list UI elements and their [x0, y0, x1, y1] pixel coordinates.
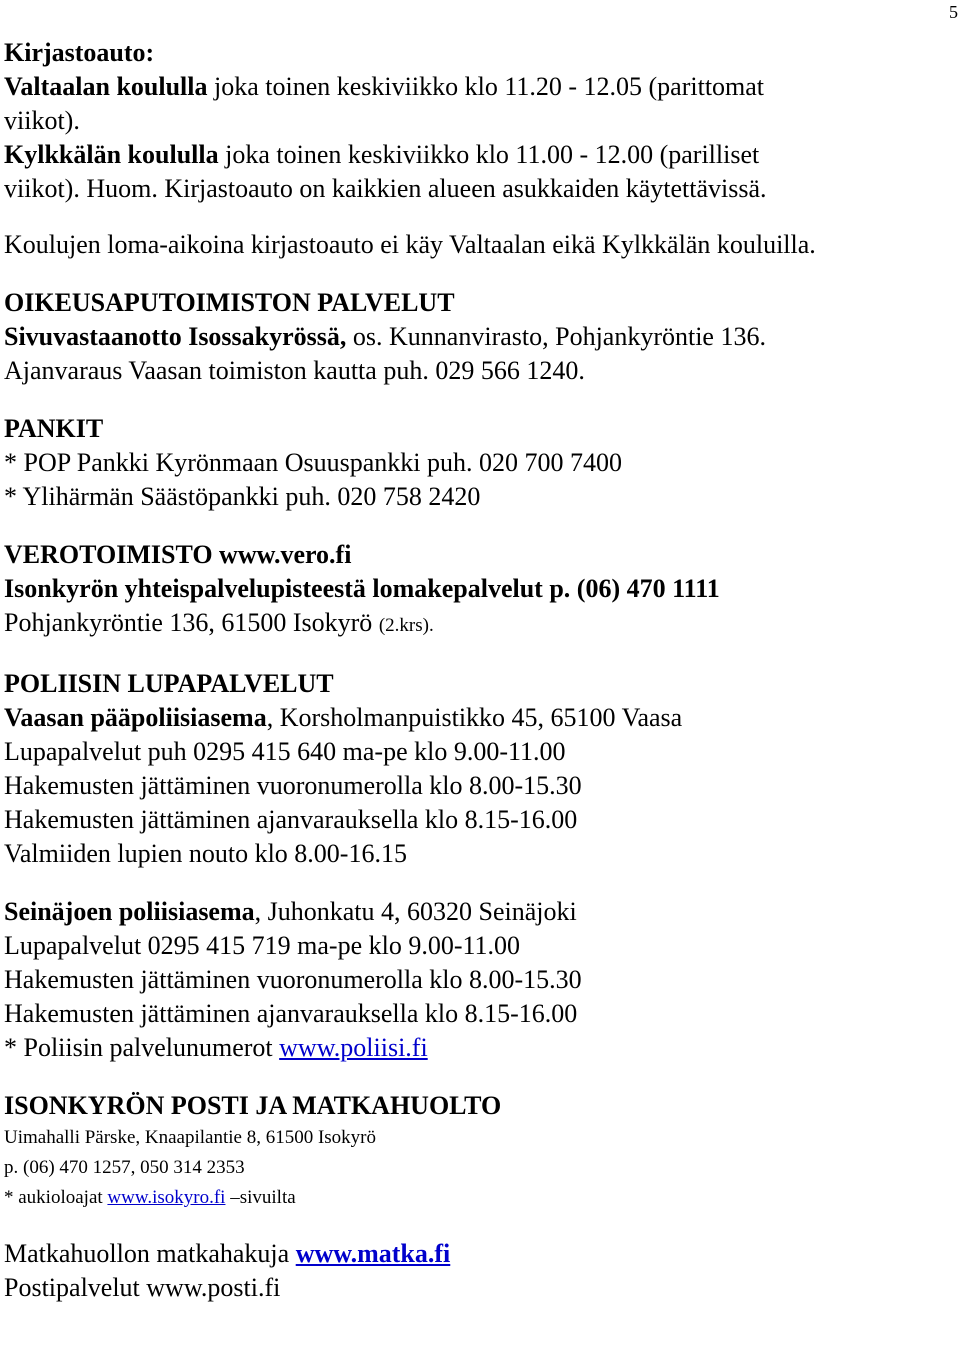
banks-heading: PANKIT: [4, 414, 104, 443]
police-vaasa-line: Hakemusten jättäminen ajanvarauksella klo 8.15-16.00: [4, 805, 578, 834]
tax-heading: VEROTOIMISTO www.vero.fi: [4, 540, 352, 569]
library-valtaala-cont: viikot).: [4, 106, 80, 135]
library-heading: Kirjastoauto:: [4, 38, 155, 67]
library-kylkkala: Kylkkälän koululla joka toinen keskiviikko klo 11.00 - 12.00 (parilliset: [4, 140, 760, 169]
police-heading: POLIISIN LUPAPALVELUT: [4, 669, 334, 698]
police-seinajoki-line: Hakemusten jättäminen ajanvarauksella klo 8.15-16.00: [4, 999, 578, 1028]
matkahuolto-line: Matkahuollon matkahakuja www.matka.fi: [4, 1239, 451, 1268]
legal-aid-office: Sivuvastaanotto Isossakyrössä, os. Kunnanvirasto, Pohjankyröntie 136.: [4, 322, 766, 351]
tax-address: Pohjankyröntie 136, 61500 Isokyrö (2.krs).: [4, 608, 434, 637]
page-number: 5: [949, 2, 958, 22]
poliisi-link[interactable]: www.poliisi.fi: [279, 1033, 428, 1062]
legal-aid-booking: Ajanvaraus Vaasan toimiston kautta puh. 029 566 1240.: [4, 356, 585, 385]
police-seinajoki-line: Hakemusten jättäminen vuoronumerolla klo 8.00-15.30: [4, 965, 582, 994]
legal-aid-heading: OIKEUSAPUTOIMISTON PALVELUT: [4, 288, 455, 317]
bank-item: * Ylihärmän Säästöpankki puh. 020 758 2420: [4, 482, 481, 511]
library-valtaala: Valtaalan koululla joka toinen keskiviikko klo 11.20 - 12.05 (parittomat: [4, 72, 765, 101]
post-heading: ISONKYRÖN POSTI JA MATKAHUOLTO: [4, 1091, 502, 1120]
post-address: Uimahalli Pärske, Knaapilantie 8, 61500 Isokyrö: [4, 1127, 377, 1148]
police-seinajoki-line: Lupapalvelut 0295 415 719 ma-pe klo 9.00-11.00: [4, 931, 521, 960]
police-vaasa-line: Hakemusten jättäminen vuoronumerolla klo 8.00-15.30: [4, 771, 582, 800]
post-hours: * aukioloajat www.isokyro.fi –sivuilta: [4, 1187, 296, 1208]
bank-item: * POP Pankki Kyrönmaan Osuuspankki puh. 020 700 7400: [4, 448, 622, 477]
library-holiday-note: Koulujen loma-aikoina kirjastoauto ei käy Valtaalan eikä Kylkkälän kouluilla.: [4, 230, 816, 259]
police-vaasa-name: Vaasan pääpoliisiasema, Korsholmanpuistikko 45, 65100 Vaasa: [4, 703, 683, 732]
library-kylkkala-cont: viikot). Huom. Kirjastoauto on kaikkien alueen asukkaiden käytettävissä.: [4, 174, 767, 203]
tax-service: Isonkyrön yhteispalvelupisteestä lomakepalvelut p. (06) 470 1111: [4, 574, 720, 603]
matka-link[interactable]: www.matka.fi: [295, 1239, 451, 1268]
postal-services: Postipalvelut www.posti.fi: [4, 1273, 281, 1302]
police-vaasa-line: Lupapalvelut puh 0295 415 640 ma-pe klo 9.00-11.00: [4, 737, 566, 766]
police-service-numbers: * Poliisin palvelunumerot www.poliisi.fi: [4, 1033, 428, 1062]
isokyro-link[interactable]: www.isokyro.fi: [107, 1187, 226, 1208]
document-body: [4, 36, 954, 1305]
post-phone: p. (06) 470 1257, 050 314 2353: [4, 1157, 245, 1178]
police-seinajoki-name: Seinäjoen poliisiasema, Juhonkatu 4, 60320 Seinäjoki: [4, 897, 577, 926]
police-vaasa-line: Valmiiden lupien nouto klo 8.00-16.15: [4, 839, 407, 868]
